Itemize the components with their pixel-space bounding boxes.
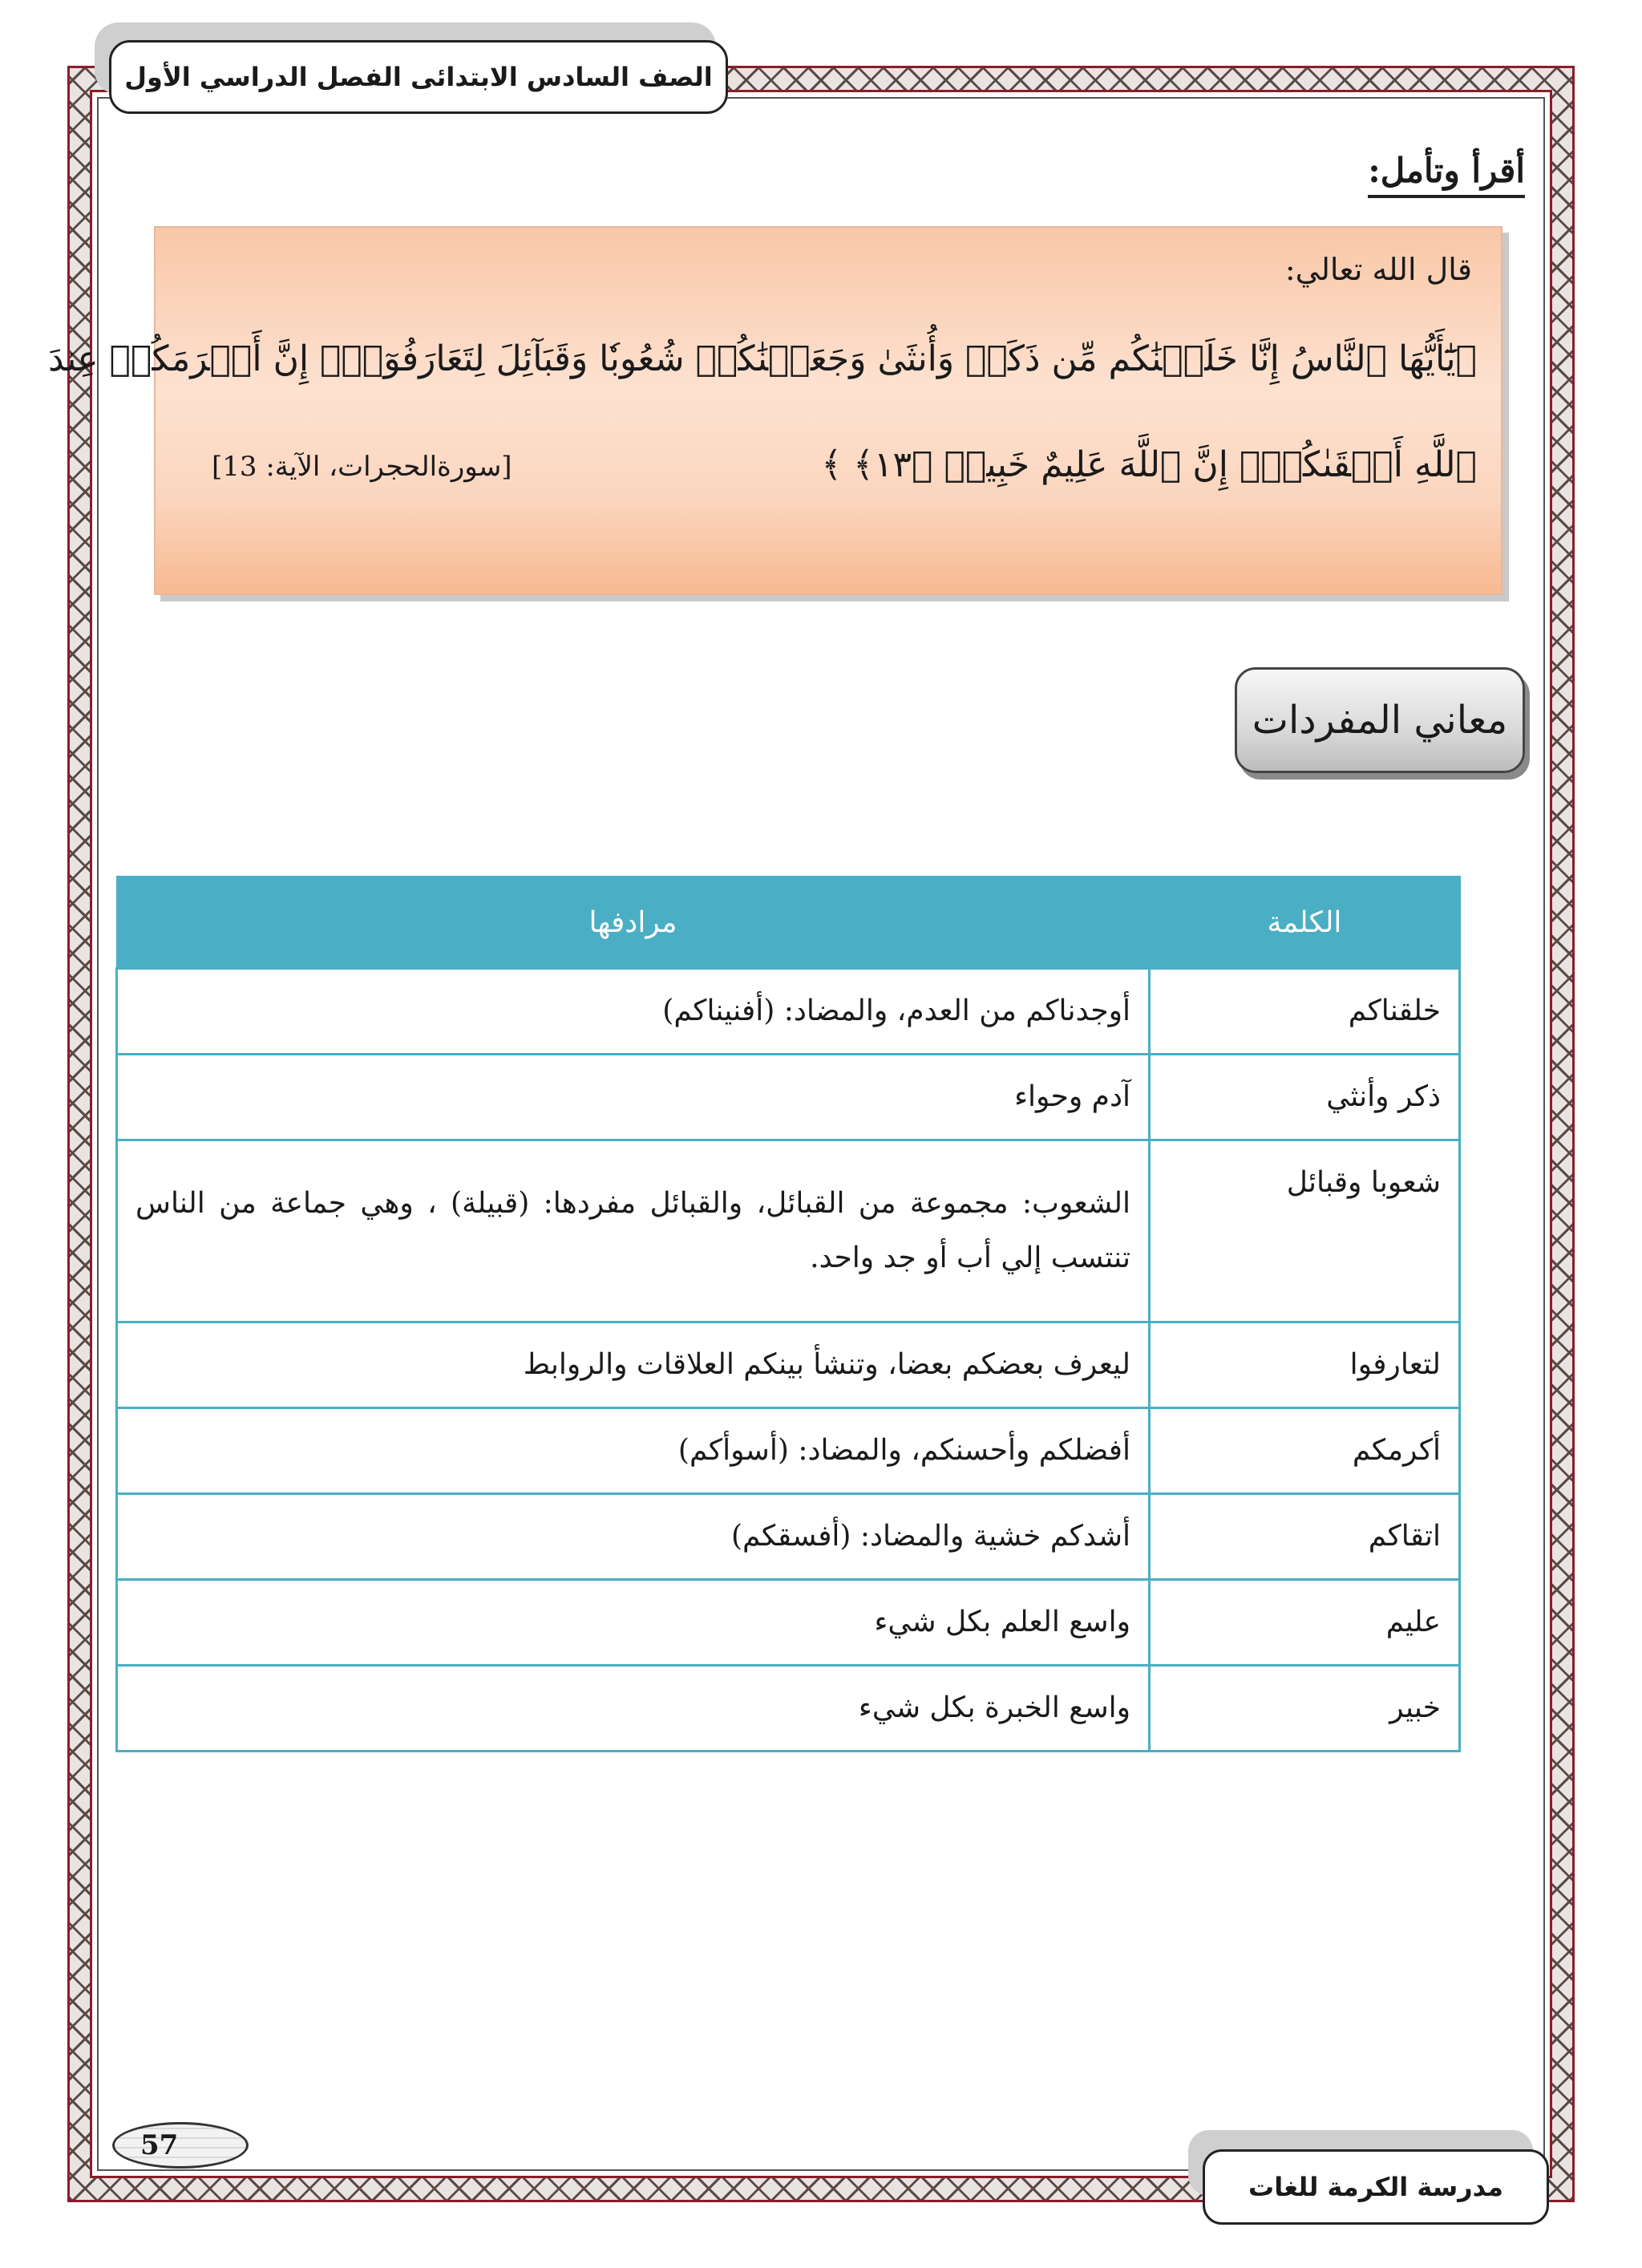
table-row bbox=[117, 1494, 1460, 1580]
table-row bbox=[117, 1580, 1460, 1666]
word-cell: شعوبا وقبائل bbox=[1150, 1140, 1460, 1322]
word-cell: خلقناكم bbox=[1150, 969, 1460, 1055]
word-cell: ذكر وأنثي bbox=[1150, 1055, 1460, 1140]
verse-line-1: ﴿يَٰٓأَيُّهَا ٱلنَّاسُ إِنَّا خَلَقۡنَٰكُم مِّن ذَكَرٖ وَأُنثَىٰ وَجَعَلۡنَٰكُمۡ شُعُوبٗا وَقَبَآئِلَ لِتَعَارَفُوٓاْۚ إِنَّ أَكۡرَمَكُمۡ عِندَ bbox=[48, 338, 1477, 379]
read-reflect-heading: أقرأ وتأمل: bbox=[1368, 151, 1525, 198]
meaning-cell: ليعرف بعضكم بعضا، وتنشأ بينكم العلاقات والروابط bbox=[117, 1322, 1150, 1408]
header-meaning: مرادفها bbox=[117, 877, 1150, 969]
table-row bbox=[117, 1666, 1460, 1752]
meaning-cell: أوجدناكم من العدم، والمضاد: (أفنيناكم) bbox=[117, 969, 1150, 1055]
meaning-cell: آدم وحواء bbox=[117, 1055, 1150, 1140]
word-cell: عليم bbox=[1150, 1580, 1460, 1666]
word-cell: لتعارفوا bbox=[1150, 1322, 1460, 1408]
verse-reference: [سورةالحجرات، الآية: 13] bbox=[212, 451, 512, 483]
quran-verse-box bbox=[48, 226, 1502, 595]
header-word: الكلمة bbox=[1150, 877, 1460, 969]
school-name: مدرسة الكرمة للغات bbox=[1203, 2149, 1549, 2225]
vocabulary-meanings-button[interactable]: معاني المفردات bbox=[1235, 667, 1525, 773]
header-title: الصف السادس الابتدائى الفصل الدراسي الأول bbox=[109, 40, 728, 114]
word-cell: خبير bbox=[1150, 1666, 1460, 1752]
meaning-cell: أشدكم خشية والمضاد: (أفسقكم) bbox=[117, 1494, 1150, 1580]
meaning-cell: واسع الخبرة بكل شيء bbox=[117, 1666, 1150, 1752]
meaning-cell: الشعوب: مجموعة من القبائل، والقبائل مفردها: (قبيلة) ، وهي جماعة من الناس تنتسب إلي أب أو جد واحد. bbox=[117, 1140, 1150, 1322]
verse-intro: قال الله تعالي: bbox=[1284, 252, 1472, 287]
word-cell: أكرمكم bbox=[1150, 1408, 1460, 1494]
verse-line-2: ٱللَّهِ أَتۡقَىٰكُمۡۚ إِنَّ ٱللَّهَ عَلِيمٌ خَبِيرٞ ﴿١٣﴾ ﴾ bbox=[821, 444, 1477, 485]
table-header-row bbox=[117, 877, 1460, 969]
table-row bbox=[117, 1408, 1460, 1494]
word-cell: اتقاكم bbox=[1150, 1494, 1460, 1580]
meaning-cell: واسع العلم بكل شيء bbox=[117, 1580, 1150, 1666]
meaning-cell: أفضلكم وأحسنكم، والمضاد: (أسوأكم) bbox=[117, 1408, 1150, 1494]
table-row bbox=[117, 969, 1460, 1055]
vocabulary-table bbox=[115, 876, 1461, 1752]
table-row bbox=[117, 1140, 1460, 1322]
table-row bbox=[117, 1055, 1460, 1140]
table-row bbox=[117, 1322, 1460, 1408]
page-number: 57 bbox=[112, 2122, 249, 2169]
